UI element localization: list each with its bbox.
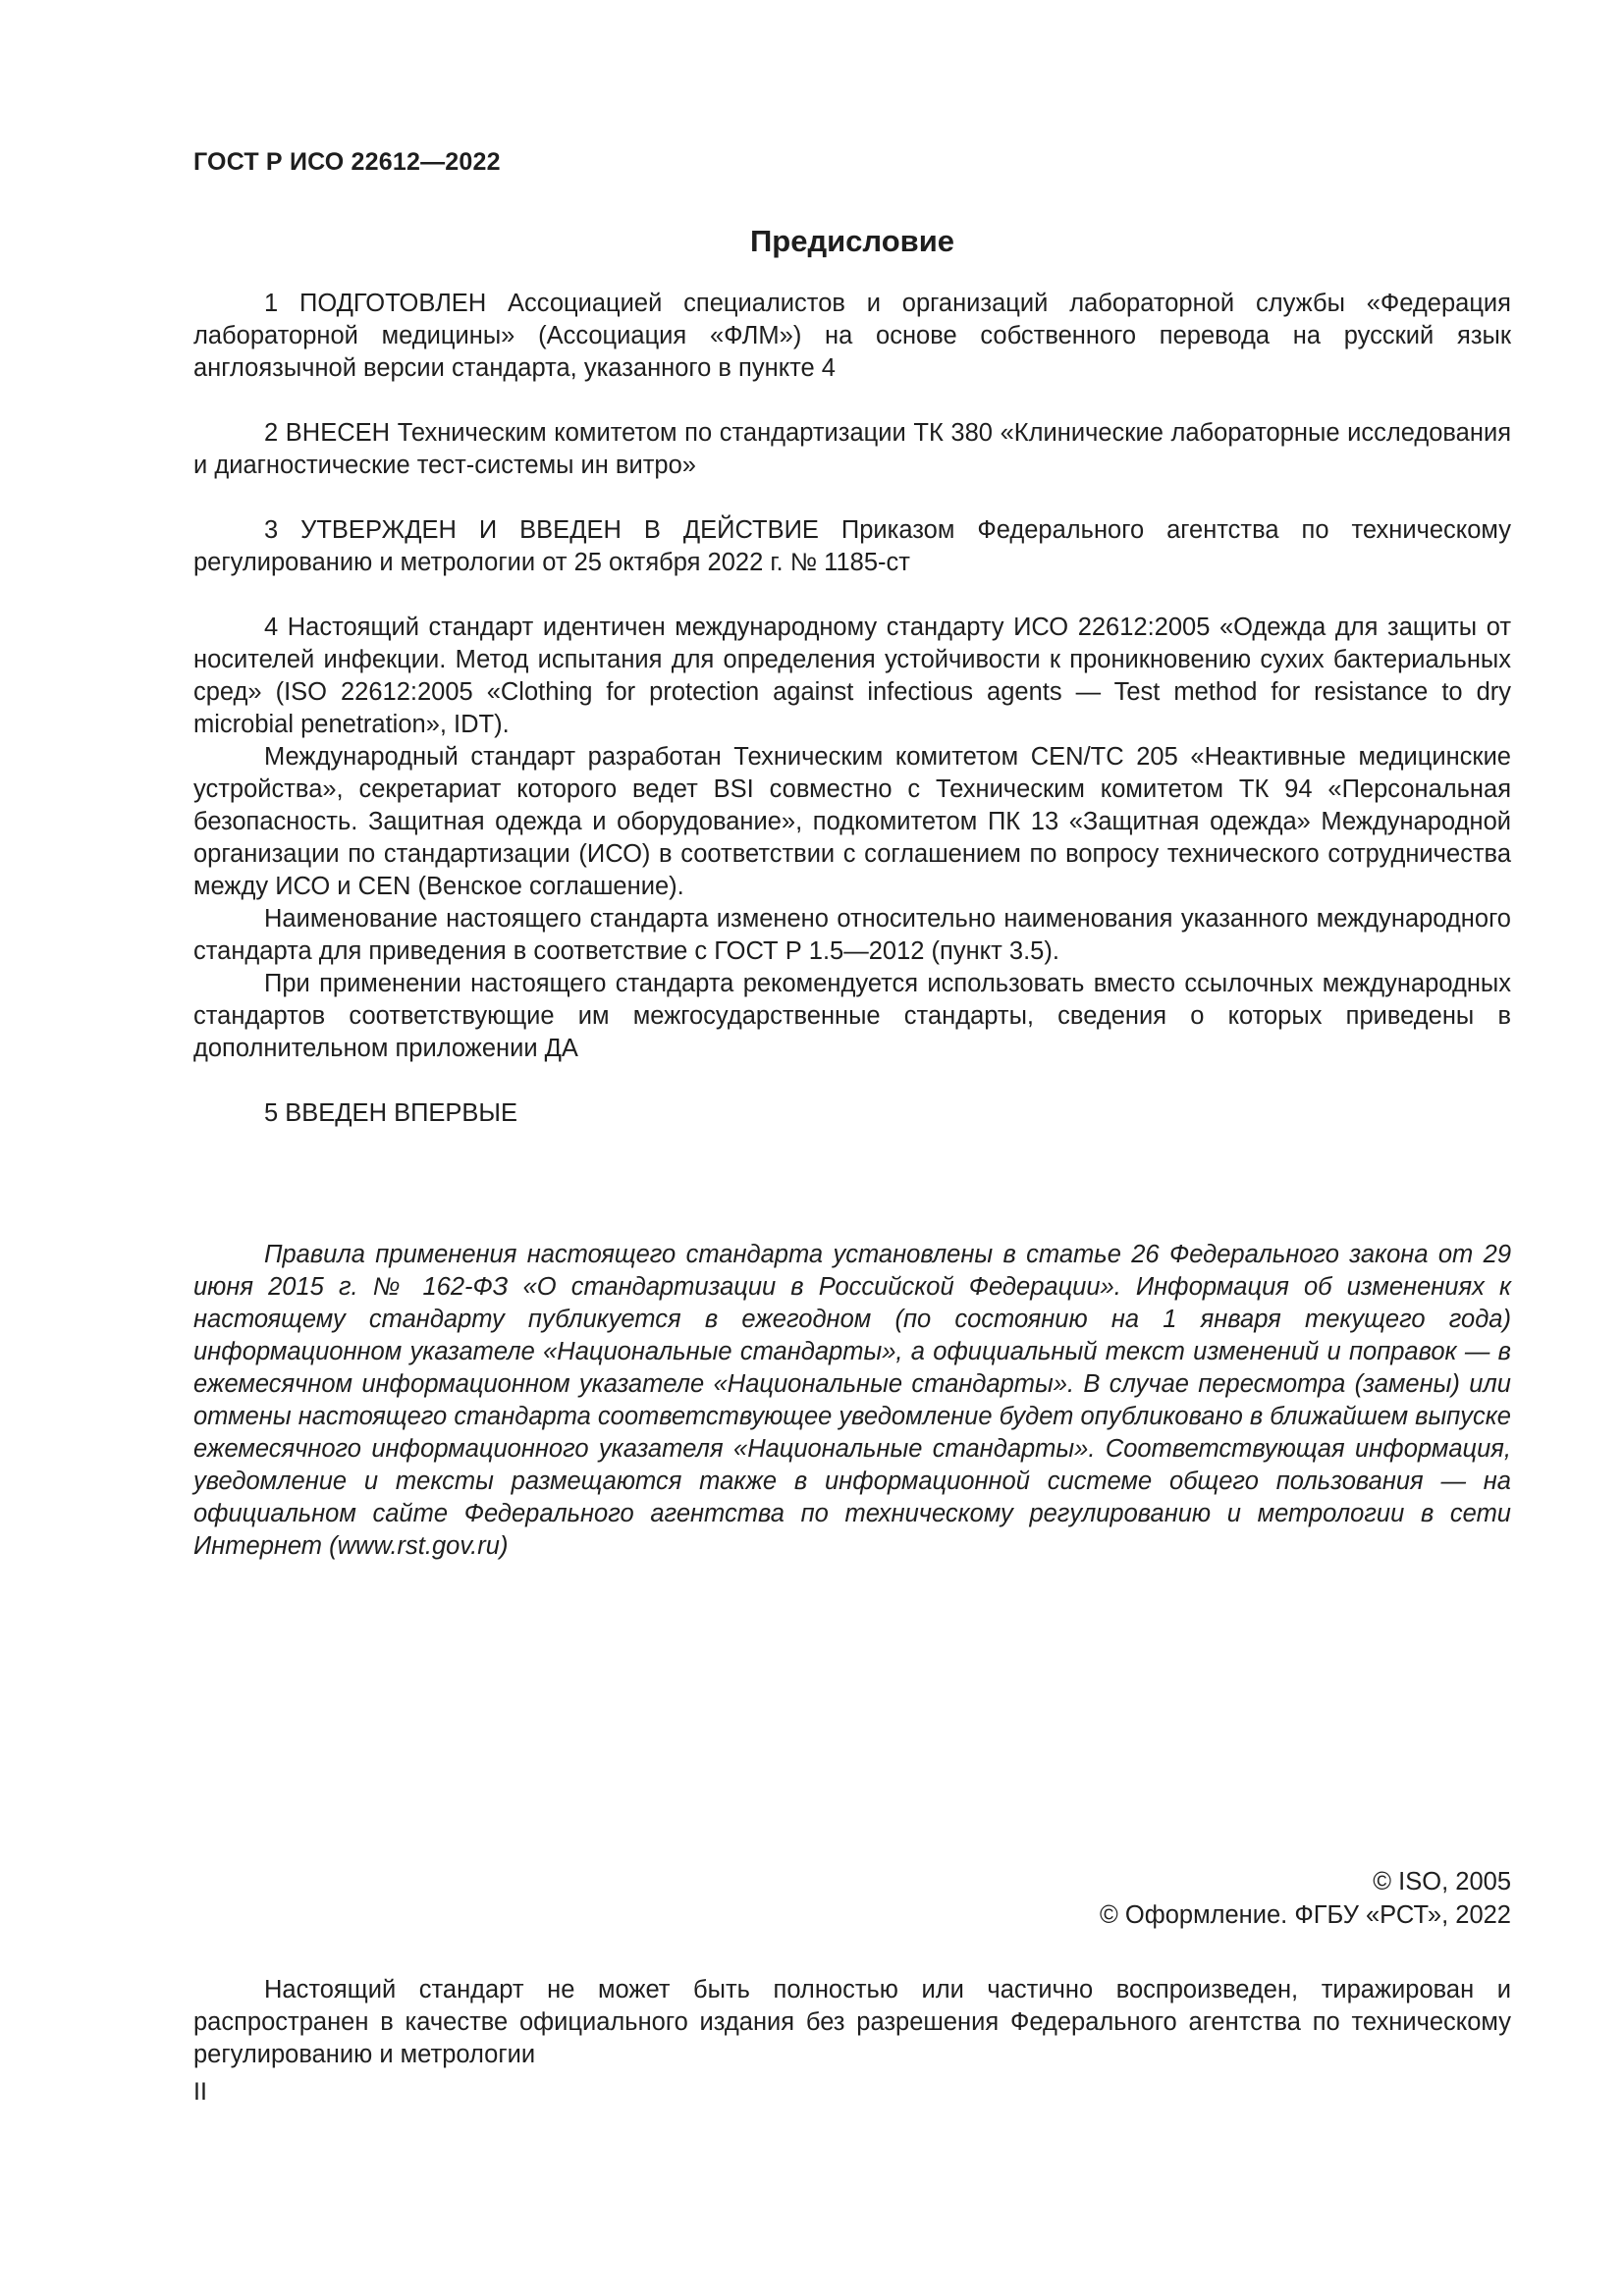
page-number: II — [193, 2078, 207, 2106]
paragraph-first-introduced: 5 ВВЕДЕН ВПЕРВЫЕ — [264, 1099, 518, 1127]
paragraph-developed-by: Международный стандарт разработан Техническим комитетом CEN/TC 205 «Неактивные медицинские устройства», секретариат которого ведет BSI совместно с Техническим комитетом ТК 94 «Персональная безопасность. Защитная одежда и оборудование», подкомитетом ПК 13 «Защитная одежда» Международной организации по стандартизации (ИСО) в соответствии с соглашением по вопросу технического сотрудничества между ИСО и CEN (Венское соглашение). — [193, 743, 1511, 900]
application-rules-notice — [193, 1239, 1511, 1563]
paragraph-approved: 3 УТВЕРЖДЕН И ВВЕДЕН В ДЕЙСТВИЕ Приказом Федерального агентства по техническому регулированию и метрологии от 25 октября 2022 г. № 1185-ст — [193, 516, 1511, 576]
paragraph-prepared: 1 ПОДГОТОВЛЕН Ассоциацией специалистов и организаций лабораторной службы «Федерация лабораторной медицины» (Ассоциация «ФЛМ») на основе собственного перевода на русский язык англоязычной версии стандарта, указанного в пункте 4 — [193, 290, 1511, 382]
reproduction-notice — [193, 1974, 1511, 2071]
copyright-rst: © Оформление. ФГБУ «РСТ», 2022 — [1100, 1901, 1511, 1929]
reproduction-text: Настоящий стандарт не может быть полностью или частично воспроизведен, тиражирован и распространен в качестве официального издания без разрешения Федерального агентства по техническому регулированию и метрологии — [193, 1976, 1511, 2068]
page-title: Предисловие — [749, 224, 954, 258]
paragraph-introduced: 2 ВНЕСЕН Техническим комитетом по стандартизации ТК 380 «Клинические лабораторные исследования и диагностические тест-системы ин витро» — [193, 419, 1511, 479]
paragraph-title-changed: Наименование настоящего стандарта изменено относительно наименования указанного международного стандарта для приведения в соответствие с ГОСТ Р 1.5—2012 (пункт 3.5). — [193, 905, 1511, 965]
copyright-iso: © ISO, 2005 — [1373, 1868, 1511, 1896]
paragraph-references: При применении настоящего стандарта рекомендуется использовать вместо ссылочных международных стандартов соответствующие им межгосударственные стандарты, сведения о которых приведены в дополнительном приложении ДА — [193, 970, 1511, 1062]
document-code-header: ГОСТ Р ИСО 22612—2022 — [193, 148, 501, 176]
copyright-block — [1100, 1865, 1511, 1932]
notice-text: Правила применения настоящего стандарта установлены в статье 26 Федерального закона от 29 июня 2015 г. № 162-ФЗ «О стандартизации в Российской Федерации». Информация об изменениях к настоящему стандарту публикуется в ежегодном (по состоянию на 1 января текущего года) информационном указателе «Национальные стандарты», а официальный текст изменений и поправок — в ежемесячном информационном указателе «Национальные стандарты». В случае пересмотра (замены) или отмены настоящего стандарта соответствующее уведомление будет опубликовано в ближайшем выпуске ежемесячного информационного указателя «Национальные стандарты». Соответствующая информация, уведомление и тексты размещаются также в информационной системе общего пользования — на официальном сайте Федерального агентства по техническому регулированию и метрологии в сети Интернет (www.rst.gov.ru) — [193, 1241, 1511, 1560]
paragraph-identical-standard: 4 Настоящий стандарт идентичен международному стандарту ИСО 22612:2005 «Одежда для защиты от носителей инфекции. Метод испытания для определения устойчивости к проникновению сухих бактериальных сред» (ISO 22612:2005 «Clothing for protection against infectious agents — Test method for resistance to dry microbial penetration», IDT). — [193, 614, 1511, 738]
foreword-body — [193, 288, 1511, 1130]
